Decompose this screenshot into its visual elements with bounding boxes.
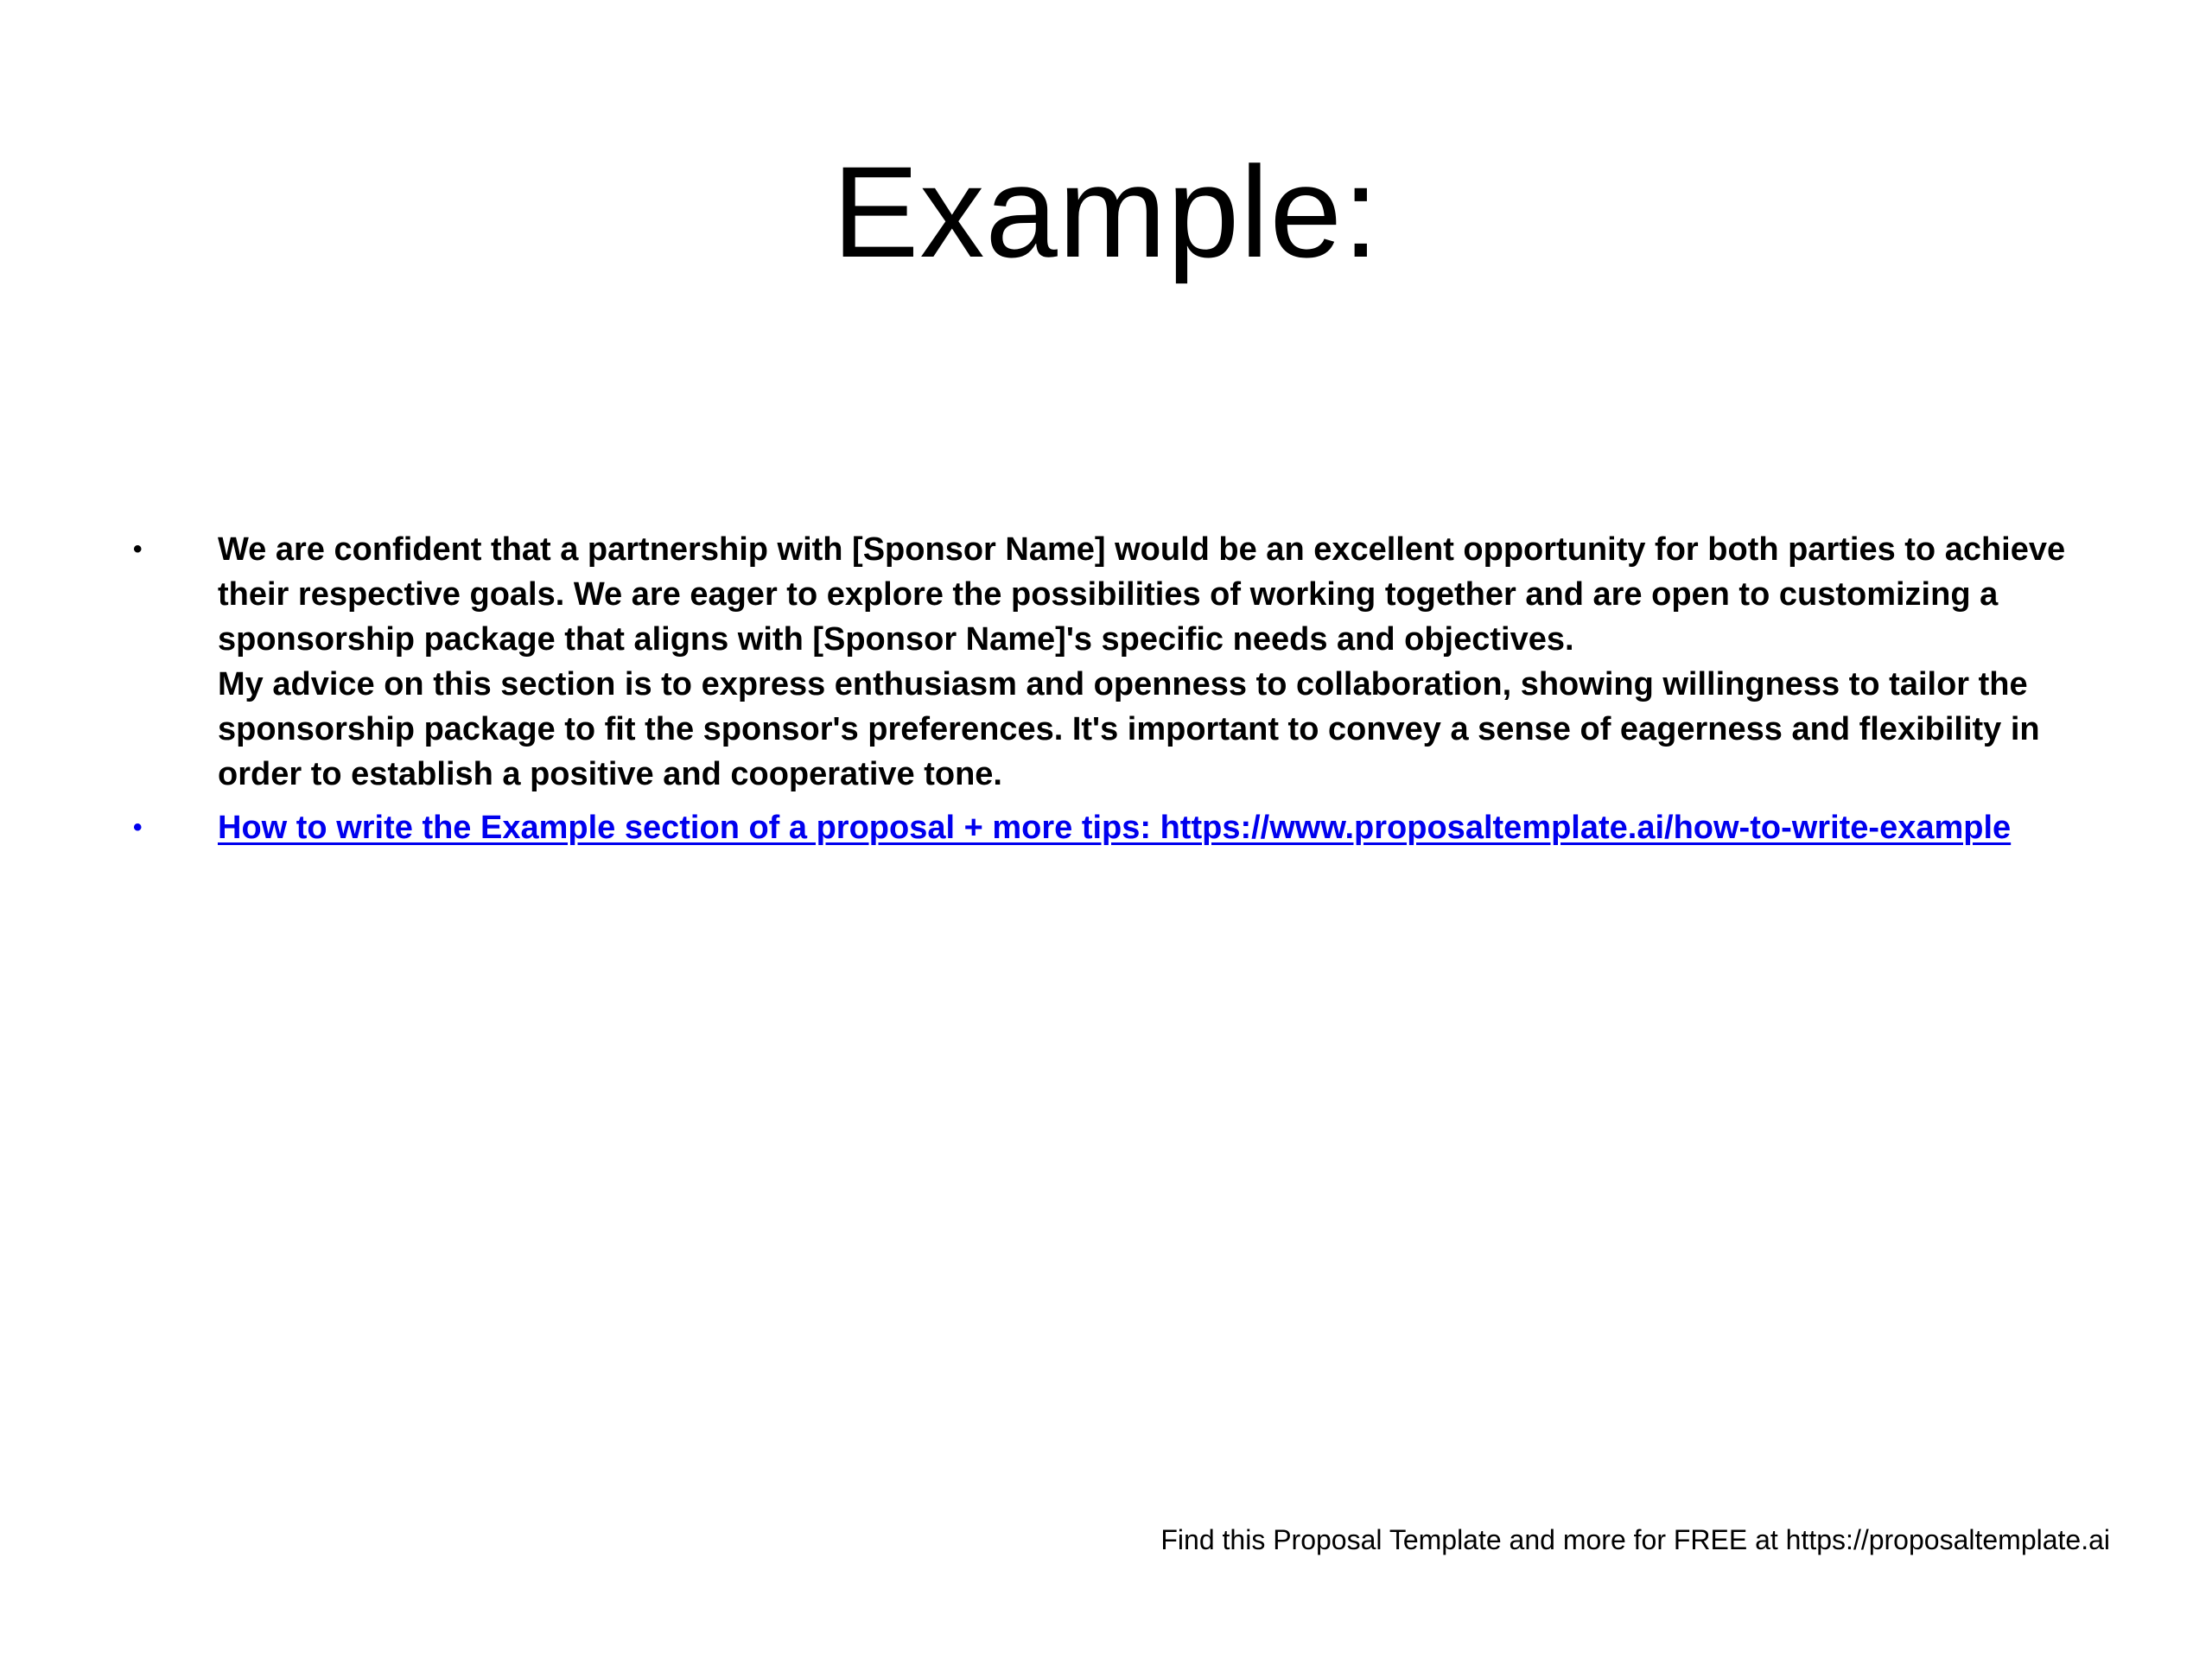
how-to-write-link[interactable]: How to write the Example section of a proposal + more tips: https://www.proposaltemplate.ai/how-to-write-example (218, 810, 2012, 846)
footer-note: Find this Proposal Template and more for FREE at https://proposaltemplate.ai (1160, 1524, 2110, 1555)
bullet-marker: • (133, 535, 143, 563)
bullet-list (130, 527, 2100, 850)
bullet-item-link (130, 805, 2100, 850)
slide-title: Example: (832, 139, 1380, 284)
bullet-text (218, 527, 2100, 797)
paragraph-example: We are confident that a partnership with [Sponsor Name] would be an excellent opportunity for both parties to achieve their respective goals. We are eager to explore the possibilities of working together and are open to customizing a sponsorship package that aligns with [Sponsor Name]'s specific needs and objectives. (218, 531, 2066, 658)
bullet-item-advice (130, 527, 2100, 797)
bullet-text (218, 805, 2100, 850)
paragraph-advice: My advice on this section is to express enthusiasm and openness to collaboration, showing willingness to tailor the sponsorship package to fit the sponsor's preferences. It's important to convey a sense of eagerness and flexibility in order to establish a positive and cooperative tone. (218, 666, 2040, 792)
bullet-marker: • (133, 813, 143, 842)
